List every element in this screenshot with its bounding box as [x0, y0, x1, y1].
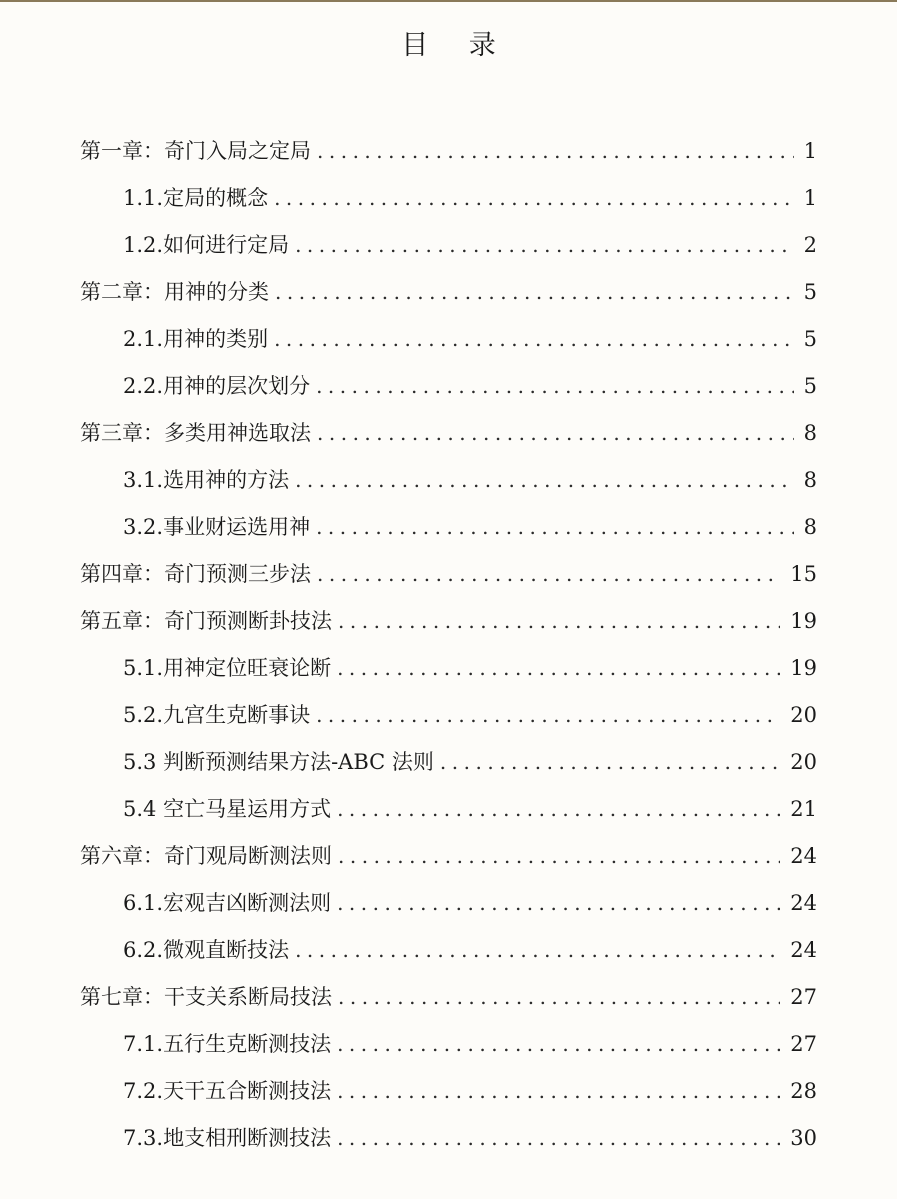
toc-dot-leader [274, 316, 794, 363]
toc-entry-label: 5.2.九宫生克断事诀 [123, 703, 311, 727]
toc-dot-leader [317, 128, 794, 175]
toc-chapter-entry[interactable] [80, 974, 817, 1021]
toc-dot-leader [274, 175, 794, 222]
toc-page-number: 24 [790, 891, 817, 915]
toc-chapter-entry[interactable] [80, 551, 817, 598]
toc-section-entry[interactable] [80, 1021, 817, 1068]
toc-page-number: 1 [803, 186, 817, 210]
toc-chapter-entry[interactable] [80, 269, 817, 316]
toc-dot-leader [316, 504, 794, 551]
toc-page-number: 27 [790, 985, 817, 1009]
toc-entry-label: 第三章：多类用神选取法 [80, 421, 311, 445]
toc-entry-label: 7.2.天干五合断测技法 [123, 1079, 332, 1103]
toc-entry-label: 第五章：奇门预测断卦技法 [80, 609, 332, 633]
toc-section-entry[interactable] [80, 786, 817, 833]
toc-dot-leader [338, 598, 780, 645]
toc-entry-label: 6.1.宏观吉凶断测法则 [123, 891, 332, 915]
toc-chapter-entry[interactable] [80, 833, 817, 880]
toc-page-number: 24 [790, 844, 817, 868]
toc-dot-leader [295, 457, 794, 504]
toc-section-entry[interactable] [80, 880, 817, 927]
toc-dot-leader [338, 833, 780, 880]
toc-entry-label: 3.2.事业财运选用神 [123, 515, 311, 539]
toc-dot-leader [337, 645, 780, 692]
toc-page-number: 28 [790, 1079, 817, 1103]
toc-section-entry[interactable] [80, 1068, 817, 1115]
toc-entry-label: 第四章：奇门预测三步法 [80, 562, 311, 586]
toc-page-number: 5 [803, 327, 817, 351]
toc-entry-label: 1.1.定局的概念 [123, 186, 269, 210]
toc-page-number: 19 [790, 609, 817, 633]
toc-entry-label: 2.2.用神的层次划分 [123, 374, 311, 398]
toc-section-entry[interactable] [80, 927, 817, 974]
toc-section-entry[interactable] [80, 645, 817, 692]
toc-dot-leader [316, 363, 794, 410]
toc-section-entry[interactable] [80, 457, 817, 504]
toc-section-entry[interactable] [80, 739, 817, 786]
toc-dot-leader [337, 1115, 780, 1162]
toc-entry-label: 7.1.五行生克断测技法 [123, 1032, 332, 1056]
toc-entry-label: 第二章：用神的分类 [80, 280, 269, 304]
top-border-rule [0, 0, 897, 2]
toc-page-number: 5 [803, 280, 817, 304]
toc-dot-leader [317, 410, 794, 457]
toc-dot-leader [317, 551, 780, 598]
toc-entry-label: 2.1.用神的类别 [123, 327, 269, 351]
toc-entry-label: 第七章：干支关系断局技法 [80, 985, 332, 1009]
toc-section-entry[interactable] [80, 504, 817, 551]
toc-page-number: 5 [803, 374, 817, 398]
toc-dot-leader [440, 739, 780, 786]
toc-page-number: 27 [790, 1032, 817, 1056]
page-title: 目 录 [401, 30, 512, 61]
toc-dot-leader [337, 786, 780, 833]
toc-dot-leader [295, 222, 794, 269]
toc-section-entry[interactable] [80, 363, 817, 410]
toc-page-number: 24 [790, 938, 817, 962]
toc-entry-label: 3.1.选用神的方法 [123, 468, 290, 492]
toc-chapter-entry[interactable] [80, 598, 817, 645]
toc-page-number: 8 [803, 515, 817, 539]
toc-entry-label: 5.4 空亡马星运用方式 [123, 797, 332, 821]
toc-section-entry[interactable] [80, 1115, 817, 1162]
toc-dot-leader [337, 880, 780, 927]
toc-dot-leader [338, 974, 780, 1021]
toc-entry-label: 6.2.微观直断技法 [123, 938, 290, 962]
toc-page-number: 20 [790, 703, 817, 727]
toc-page-number: 15 [790, 562, 817, 586]
toc-dot-leader [295, 927, 780, 974]
toc-entry-label: 5.1.用神定位旺衰论断 [123, 656, 332, 680]
toc-dot-leader [275, 269, 794, 316]
toc-page-number: 2 [803, 233, 817, 257]
toc-chapter-entry[interactable] [80, 128, 817, 175]
table-of-contents [80, 128, 817, 1162]
toc-section-entry[interactable] [80, 692, 817, 739]
toc-dot-leader [337, 1068, 780, 1115]
toc-entry-label: 5.3 判断预测结果方法-ABC 法则 [123, 750, 434, 774]
toc-entry-label: 第一章：奇门入局之定局 [80, 139, 311, 163]
toc-section-entry[interactable] [80, 222, 817, 269]
toc-entry-label: 第六章：奇门观局断测法则 [80, 844, 332, 868]
toc-page-number: 19 [790, 656, 817, 680]
toc-page-number: 1 [803, 139, 817, 163]
toc-entry-label: 7.3.地支相刑断测技法 [123, 1126, 332, 1150]
toc-page-number: 8 [803, 421, 817, 445]
toc-page-number: 20 [790, 750, 817, 774]
toc-page-number: 8 [803, 468, 817, 492]
toc-dot-leader [316, 692, 780, 739]
toc-entry-label: 1.2.如何进行定局 [123, 233, 290, 257]
toc-chapter-entry[interactable] [80, 410, 817, 457]
toc-page-number: 21 [790, 797, 817, 821]
toc-dot-leader [337, 1021, 780, 1068]
toc-section-entry[interactable] [80, 316, 817, 363]
toc-page-number: 30 [790, 1126, 817, 1150]
toc-section-entry[interactable] [80, 175, 817, 222]
